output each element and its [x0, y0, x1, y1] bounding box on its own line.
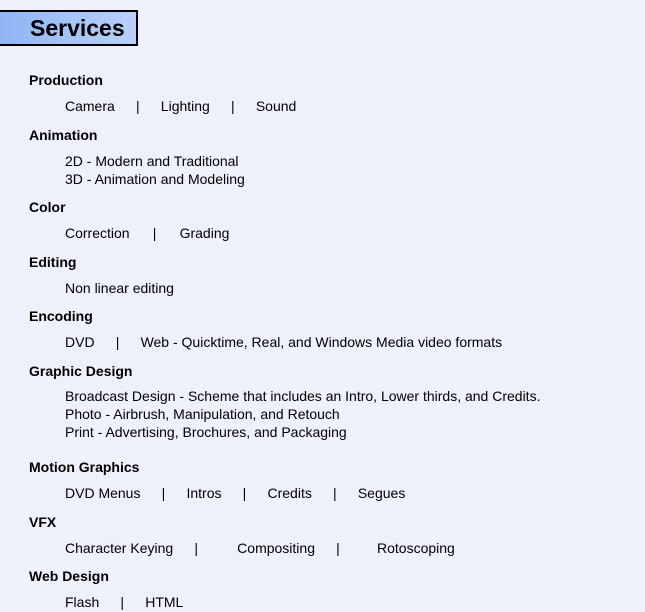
service-item: Sound [255, 98, 297, 114]
services-header [0, 10, 138, 46]
section-title: Color [29, 199, 66, 215]
separator: | [115, 334, 120, 350]
service-item: HTML [145, 594, 184, 610]
service-row [65, 333, 629, 351]
service-item: Credits [267, 485, 312, 501]
service-item: Grading [179, 225, 230, 241]
service-item: Non linear editing [65, 280, 174, 296]
separator: | [333, 485, 337, 501]
service-row [65, 224, 629, 242]
service-item: Broadcast Design - Scheme that includes an Intro, Lower thirds, and Credits. [65, 388, 541, 404]
section-motion-graphics [29, 458, 629, 513]
service-item: Segues [357, 485, 406, 501]
section-production [29, 71, 629, 126]
section-title: VFX [29, 514, 57, 530]
section-title: Encoding [29, 308, 93, 324]
separator: | [135, 98, 140, 114]
service-row [65, 539, 629, 557]
section-title: Editing [29, 254, 77, 270]
separator: | [152, 225, 157, 241]
separator: | [242, 485, 247, 501]
service-item: Web - Quicktime, Real, and Windows Media video formats [140, 334, 503, 350]
service-row [65, 484, 629, 502]
service-item: DVD Menus [65, 485, 141, 501]
separator: | [336, 540, 340, 556]
section-color [29, 198, 629, 253]
service-item: Flash [65, 594, 100, 610]
service-item: Character Keying [65, 540, 174, 556]
service-item: Intros [186, 485, 222, 501]
separator: | [161, 485, 166, 501]
service-item: Compositing [237, 540, 315, 556]
separator: | [120, 594, 125, 610]
section-animation [29, 126, 629, 198]
service-item: DVD [65, 334, 95, 350]
section-encoding [29, 307, 629, 362]
section-web-design [29, 567, 629, 612]
section-title: Animation [29, 127, 98, 143]
service-item: Lighting [160, 98, 210, 114]
service-row [65, 593, 629, 611]
section-title: Web Design [29, 568, 109, 584]
section-title: Motion Graphics [29, 459, 140, 475]
section-graphic-design [29, 362, 629, 458]
section-vfx [29, 513, 629, 567]
section-title: Graphic Design [29, 363, 133, 379]
service-item: 2D - Modern and Traditional [65, 153, 239, 169]
service-item: Print - Advertising, Brochures, and Packaging [65, 424, 347, 440]
page-title: Services [30, 15, 125, 41]
services-list [29, 71, 629, 612]
separator: | [194, 540, 198, 556]
service-item: 3D - Animation and Modeling [65, 171, 245, 187]
separator: | [231, 98, 235, 114]
service-item: Correction [65, 225, 130, 241]
service-item: Rotoscoping [377, 540, 455, 556]
section-editing [29, 253, 629, 307]
service-row [65, 97, 629, 115]
section-title: Production [29, 72, 103, 88]
service-item: Camera [65, 98, 115, 114]
service-item: Photo - Airbrush, Manipulation, and Retouch [65, 406, 340, 422]
